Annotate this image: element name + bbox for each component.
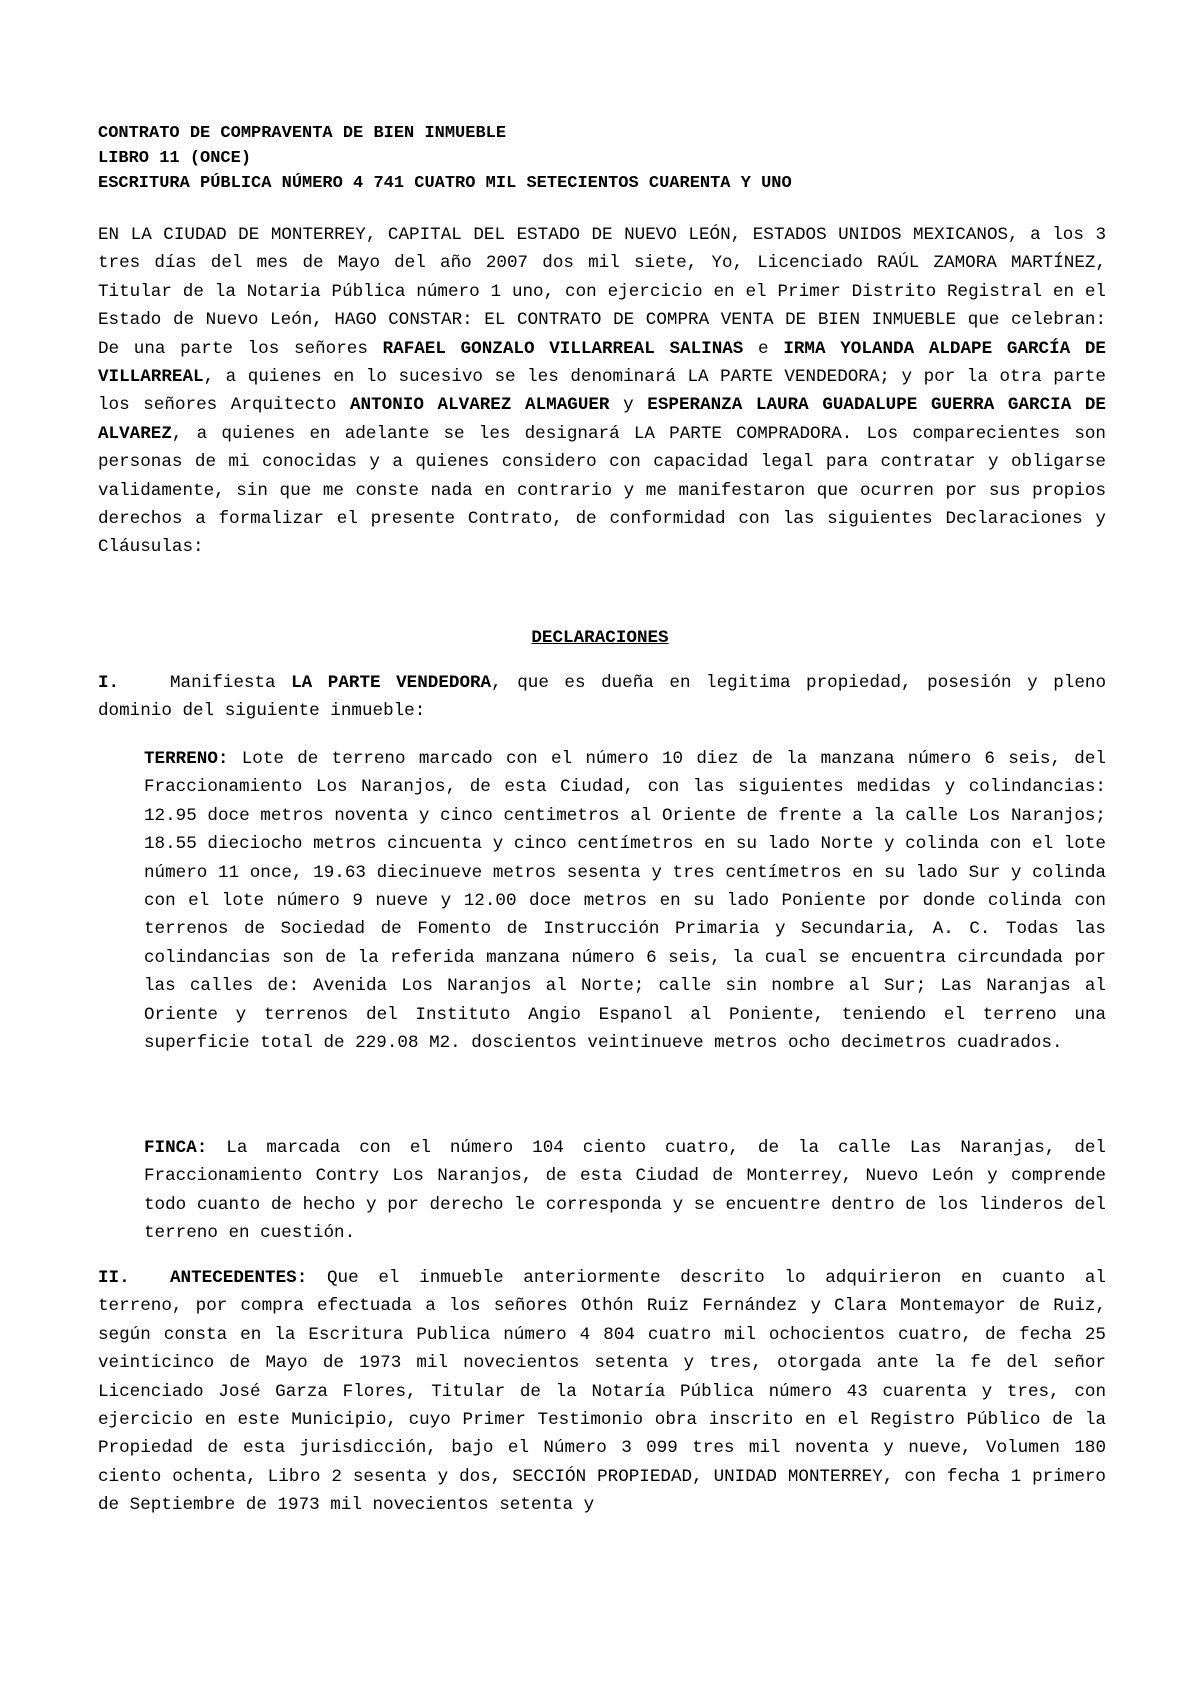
intro-text: , a quienes en adelante se les designará LA PARTE COMPRADORA. Los comparecientes son personas de mi conocidas y a quienes considero con capacidad legal para contratar y obligarse validamente, sin que me conste nada en contrario y me manifestaron que ocurren por sus propios derechos a formalizar el presente Contrato, de conformidad con las siguientes Declaraciones y Cláusulas: bbox=[98, 423, 1106, 558]
buyer-name-1: ANTONIO ALVAREZ ALMAGUER bbox=[350, 395, 610, 416]
intro-text: EN LA CIUDAD DE MONTERREY, CAPITAL DEL ESTADO DE NUEVO LEÓN, ESTADOS UNIDOS MEXICANOS, a los 3 tres días del mes de Mayo del año 2007 dos mil siete, Yo, Licenciado RAÚL ZAMORA MARTÍNEZ, Titular de la Notaria Pública número 1 uno, con ejercicio en el Primer Distrito Registral en el Estado de Nuevo León, HAGO CONSTAR: EL CONTRATO DE COMPRA VENTA DE BIEN INMUEBLE que celebran: De una parte los señores bbox=[98, 225, 1106, 359]
intro-text: , a quienes en lo sucesivo se les denominará LA PARTE VENDEDORA; y por la otra parte los señores Arquitecto bbox=[98, 367, 1106, 416]
finca-paragraph bbox=[144, 1134, 1106, 1248]
finca-text: La marcada con el número 104 ciento cuatro, de la calle Las Naranjas, del Fraccionamiento Contry Los Naranjos, de esta Ciudad de Monterrey, Nuevo León y comprende todo cuanto de hecho y por derecho le corresponda y se encuentre dentro de los linderos del terreno en cuestión. bbox=[144, 1138, 1106, 1244]
seller-name-2: IRMA YOLANDA ALDAPE GARCÍA DE VILLARREAL bbox=[98, 338, 1106, 388]
finca-label: FINCA: bbox=[144, 1138, 208, 1158]
terreno-text: Lote de terreno marcado con el número 10 diez de la manzana número 6 seis, del Fraccionamiento Los Naranjos, de esta Ciudad, con las siguientes medidas y colindancias: 12.95 doce metros noventa y cinco centimetros al Oriente de frente a la calle Los Naranjos; 18.55 dieciocho metros cincuenta y cinco centímetros en su lado Norte y colinda con el lote número 11 once, 19.63 diecinueve metros sesenta y tres centímetros en su lado Sur y colinda con el lote número 9 nueve y 12.00 doce metros en su lado Poniente por donde colinda con terrenos de Sociedad de Fomento de Instrucción Primaria y Secundaria, A. C. Todas las colindancias son de la referida manzana número 6 seis, la cual se encuentra circundada por las calles de: Avenida Los Naranjos al Norte; calle sin nombre al Sur; Las Naranjas al Oriente y terrenos del Instituto Angio Espanol al Poniente, teniendo el terreno una superficie total de 229.08 M2. doscientos veintinueve metros ocho decimetros cuadrados. bbox=[144, 749, 1106, 1054]
contract-title: CONTRATO DE COMPRAVENTA DE BIEN INMUEBLE bbox=[98, 124, 507, 143]
declaration-number: II. bbox=[98, 1268, 130, 1288]
antecedentes-text: Que el inmueble anteriormente descrito lo adquirieron en cuanto al terreno, por compra efectuada a los señores Othón Ruiz Fernández y Clara Montemayor de Ruiz, según consta en la Escritura Publica número 4 804 cuatro mil ochocientos cuatro, de fecha 25 veinticinco de Mayo de 1973 mil novecientos setenta y tres, otorgada ante la fe del señor Licenciado José Garza Flores, Titular de la Notaría Pública número 43 cuarenta y tres, con ejercicio en este Municipio, cuyo Primer Testimonio obra inscrito en el Registro Público de la Propiedad de esta jurisdicción, bajo el Número 3 099 tres mil noventa y nueve, Volumen 180 ciento ochenta, Libro 2 sesenta y dos, SECCIÓN PROPIEDAD, UNIDAD MONTERREY, con fecha 1 primero de Septiembre de 1973 mil novecientos setenta y bbox=[98, 1268, 1106, 1516]
document-header bbox=[98, 121, 792, 196]
deed-number: ESCRITURA PÚBLICA NÚMERO 4 741 CUATRO MIL SETECIENTOS CUARENTA Y UNO bbox=[98, 174, 792, 193]
declaration-i bbox=[98, 669, 1106, 726]
intro-text: e bbox=[743, 338, 784, 359]
declaration-text: , que es dueña en legitima propiedad, posesión y pleno dominio del siguiente inmueble: bbox=[98, 673, 1107, 722]
antecedentes-label: ANTECEDENTES: bbox=[170, 1268, 308, 1288]
buyer-name-2: ESPERANZA LAURA GUADALUPE GUERRA GARCIA DE ALVAREZ bbox=[98, 395, 1106, 444]
declaration-text: Manifiesta bbox=[170, 673, 292, 693]
terreno-paragraph bbox=[144, 745, 1106, 1057]
party-seller-label: LA PARTE VENDEDORA bbox=[291, 673, 492, 693]
intro-text: y bbox=[609, 395, 648, 416]
book-number: LIBRO 11 (ONCE) bbox=[98, 149, 252, 168]
terreno-label: TERRENO: bbox=[144, 749, 229, 769]
declaration-ii bbox=[98, 1264, 1106, 1520]
declaration-number: I. bbox=[98, 673, 120, 693]
seller-name-1: RAFAEL GONZALO VILLARREAL SALINAS bbox=[382, 338, 744, 359]
declarations-heading: DECLARACIONES bbox=[531, 628, 669, 648]
intro-paragraph bbox=[98, 221, 1106, 562]
